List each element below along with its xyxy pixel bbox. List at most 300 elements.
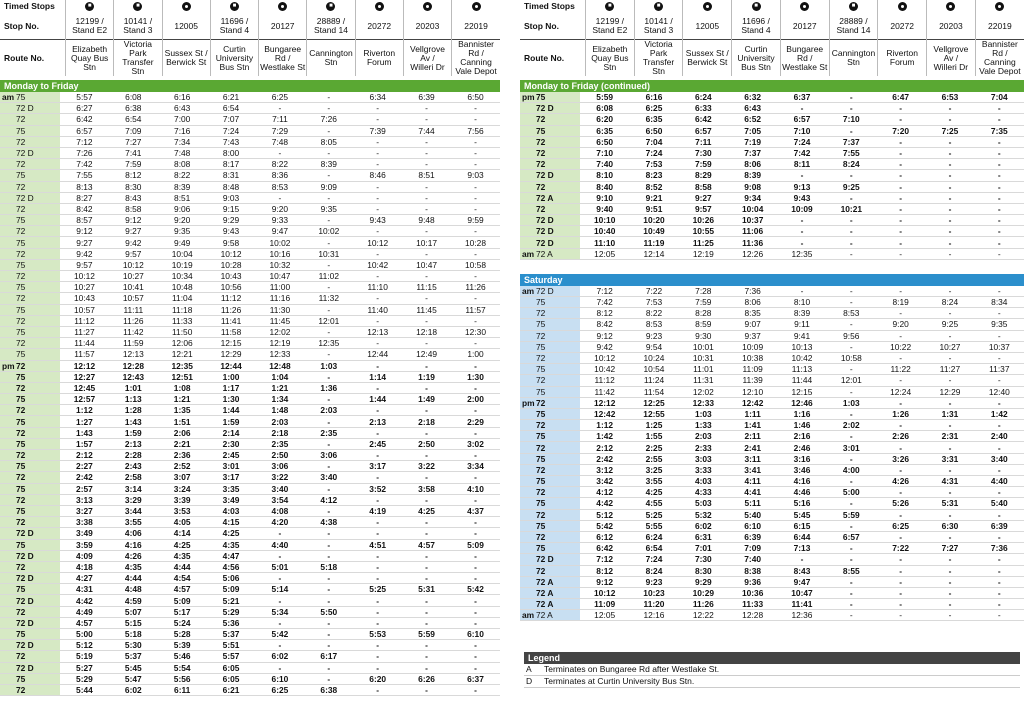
departure-time: -	[975, 599, 1024, 610]
am-pm-marker	[0, 528, 14, 539]
departure-time: -	[451, 360, 500, 371]
legend	[524, 652, 1020, 688]
departure-time: 9:25	[925, 319, 974, 330]
departure-time: 11:10	[353, 282, 402, 293]
timed-stop-marker	[403, 0, 451, 13]
departure-time: 12:42	[728, 397, 777, 408]
timetable-row	[520, 531, 1024, 542]
timed-stop-icon	[800, 2, 809, 11]
departure-time: 6:39	[728, 531, 777, 542]
departure-time: -	[827, 226, 876, 237]
departure-time: 9:11	[777, 319, 826, 330]
departure-time: 7:09	[728, 543, 777, 554]
timetable-row	[0, 271, 500, 282]
stop-name: Riverton Forum	[355, 40, 403, 77]
route-number: 75	[14, 416, 60, 427]
departure-time: 4:35	[207, 539, 256, 550]
departure-time: 8:17	[207, 159, 256, 170]
departure-time: 8:48	[207, 181, 256, 192]
departure-time: 1:03	[304, 360, 353, 371]
departure-time: 5:24	[158, 617, 207, 628]
timed-stop-marker	[307, 0, 355, 13]
departure-time: -	[304, 461, 353, 472]
departure-time: 9:43	[207, 226, 256, 237]
departure-time: -	[451, 606, 500, 617]
departure-time: -	[402, 338, 451, 349]
departure-time: 5:14	[256, 584, 305, 595]
departure-time: 12:10	[728, 386, 777, 397]
departure-time: 4:51	[353, 539, 402, 550]
departure-time: 4:11	[728, 476, 777, 487]
stop-name: Victoria Park Transfer Stn	[634, 40, 683, 77]
departure-time: 2:27	[60, 461, 109, 472]
route-number: 72 D	[14, 147, 60, 158]
timetable-row	[520, 125, 1024, 136]
departure-time: 1:43	[60, 427, 109, 438]
departure-time: -	[876, 136, 925, 147]
departure-time: -	[402, 181, 451, 192]
departure-time: -	[925, 420, 974, 431]
route-number: 75	[534, 453, 580, 464]
departure-time: -	[925, 170, 974, 181]
stop-number: 20203	[927, 13, 976, 40]
departure-time: 1:13	[109, 394, 158, 405]
am-pm-marker	[520, 599, 534, 610]
timed-stop-icon	[278, 2, 287, 11]
timetable-row	[520, 364, 1024, 375]
route-number: 72	[14, 450, 60, 461]
departure-time: 2:35	[304, 427, 353, 438]
am-pm-marker	[520, 498, 534, 509]
departure-time: 6:25	[256, 684, 305, 695]
departure-time: -	[827, 408, 876, 419]
route-number: 72	[534, 352, 580, 363]
stop-name: Riverton Forum	[878, 40, 927, 77]
route-number: 72	[14, 248, 60, 259]
departure-time: -	[876, 159, 925, 170]
departure-time: 10:55	[679, 226, 728, 237]
departure-time: -	[876, 531, 925, 542]
departure-time: -	[876, 420, 925, 431]
departure-time: -	[304, 147, 353, 158]
departure-time: -	[925, 554, 974, 565]
stop-number: 11696 / Stand 4	[210, 13, 258, 40]
departure-time: -	[451, 147, 500, 158]
departure-time: 11:36	[728, 237, 777, 248]
departure-time: 5:30	[109, 640, 158, 651]
departure-time: 9:20	[158, 215, 207, 226]
departure-time: 11:11	[109, 304, 158, 315]
am-pm-marker: pm	[522, 92, 535, 103]
departure-time: -	[353, 450, 402, 461]
stop-number: 28889 / Stand 14	[829, 13, 878, 40]
stop-number: 11696 / Stand 4	[732, 13, 781, 40]
departure-time: 5:51	[207, 640, 256, 651]
timed-stop-marker	[210, 0, 258, 13]
departure-time: 11:50	[158, 326, 207, 337]
departure-time: 11:18	[158, 304, 207, 315]
departure-time: 10:28	[451, 237, 500, 248]
departure-time: 5:37	[109, 651, 158, 662]
departure-time: 5:47	[109, 673, 158, 684]
route-number: 72 D	[14, 617, 60, 628]
departure-time: -	[975, 442, 1024, 453]
am-pm-marker	[0, 382, 14, 393]
timetable-row	[0, 282, 500, 293]
departure-time: 1:42	[580, 431, 629, 442]
departure-time: 8:22	[158, 170, 207, 181]
departure-time: 1:55	[629, 431, 678, 442]
departure-time: 9:43	[353, 215, 402, 226]
departure-time: 5:42	[580, 520, 629, 531]
departure-time: 6:35	[580, 125, 629, 136]
departure-time: 4:33	[679, 487, 728, 498]
departure-time: 3:49	[207, 494, 256, 505]
stop-name: Elizabeth Quay Bus Stn	[586, 40, 635, 77]
departure-time: 11:26	[207, 304, 256, 315]
departure-time: 6:12	[580, 531, 629, 542]
departure-time: 3:35	[207, 483, 256, 494]
departure-time: 8:51	[402, 170, 451, 181]
departure-time: 7:11	[679, 136, 728, 147]
am-pm-marker	[520, 464, 534, 475]
departure-time: 2:03	[304, 405, 353, 416]
departure-time: 11:04	[158, 293, 207, 304]
departure-time: 12:13	[109, 349, 158, 360]
departure-time: 8:53	[256, 181, 305, 192]
route-number: 72	[14, 360, 60, 371]
departure-time: 1:00	[451, 349, 500, 360]
departure-time: 6:44	[777, 531, 826, 542]
timetable-row	[0, 181, 500, 192]
departure-time: 10:22	[876, 341, 925, 352]
departure-time: 6:02	[679, 520, 728, 531]
am-pm-marker	[520, 215, 534, 226]
departure-time: -	[353, 136, 402, 147]
departure-time: 7:53	[629, 297, 678, 308]
timetable-row	[0, 606, 500, 617]
departure-time: 1:00	[207, 371, 256, 382]
departure-time: 5:31	[402, 584, 451, 595]
departure-time: 3:49	[60, 528, 109, 539]
departure-time: 5:55	[629, 520, 678, 531]
departure-time: -	[876, 352, 925, 363]
route-number: 72	[14, 159, 60, 170]
departure-time: 11:59	[109, 338, 158, 349]
departure-time: 8:11	[777, 159, 826, 170]
departure-time: 8:38	[728, 565, 777, 576]
departure-time: 6:50	[580, 136, 629, 147]
departure-time: -	[353, 271, 402, 282]
am-pm-marker	[0, 203, 14, 214]
departure-time: -	[353, 360, 402, 371]
departure-time: 12:19	[679, 248, 728, 259]
timetable-row	[520, 587, 1024, 598]
departure-time: -	[876, 286, 925, 297]
departure-time: -	[876, 114, 925, 125]
route-number: 75	[14, 349, 60, 360]
departure-time: 10:37	[975, 341, 1024, 352]
departure-time: -	[827, 192, 876, 203]
departure-time: 5:07	[109, 606, 158, 617]
route-number: 72	[534, 136, 580, 147]
route-number: 72	[534, 531, 580, 542]
am-pm-marker	[520, 226, 534, 237]
departure-time: -	[402, 382, 451, 393]
departure-time: 12:18	[402, 326, 451, 337]
timetable-row	[0, 416, 500, 427]
departure-time: 3:13	[60, 494, 109, 505]
am-pm-marker	[0, 293, 14, 304]
timetable-row	[520, 509, 1024, 520]
route-number: 72	[14, 203, 60, 214]
departure-time: 7:27	[925, 543, 974, 554]
departure-time: 11:33	[158, 315, 207, 326]
timetable-row	[520, 215, 1024, 226]
departure-time: 3:26	[876, 453, 925, 464]
departure-time: 10:10	[580, 215, 629, 226]
departure-time: 6:39	[975, 520, 1024, 531]
departure-time: -	[256, 528, 305, 539]
departure-time: 5:28	[158, 629, 207, 640]
timed-stops-label: Timed Stops	[524, 1, 575, 11]
timetable-row	[0, 215, 500, 226]
departure-time: 8:13	[60, 181, 109, 192]
timetable-row	[520, 610, 1024, 621]
am-pm-marker	[0, 416, 14, 427]
timetable-row	[0, 438, 500, 449]
departure-time: 3:12	[580, 464, 629, 475]
departure-time: 6:37	[451, 673, 500, 684]
am-pm-marker: pm	[522, 397, 535, 408]
departure-time: 9:33	[256, 215, 305, 226]
departure-time: 6:20	[353, 673, 402, 684]
departure-time: 12:48	[256, 360, 305, 371]
route-number: 72 A	[534, 587, 580, 598]
departure-time: 2:18	[402, 416, 451, 427]
departure-time: 1:34	[256, 394, 305, 405]
departure-time: 12:33	[679, 397, 728, 408]
departure-time: 9:56	[827, 330, 876, 341]
am-pm-marker	[520, 442, 534, 453]
departure-time: 7:48	[256, 136, 305, 147]
departure-time: 3:42	[580, 476, 629, 487]
route-number: 72	[534, 397, 580, 408]
departure-time: 10:56	[207, 282, 256, 293]
departure-time: 9:15	[207, 203, 256, 214]
departure-time: -	[975, 487, 1024, 498]
departure-time: 1:03	[679, 408, 728, 419]
departure-time: 4:57	[158, 584, 207, 595]
departure-time: -	[925, 114, 974, 125]
am-pm-marker	[520, 308, 534, 319]
departure-time: 10:36	[728, 587, 777, 598]
departure-time: 3:58	[402, 483, 451, 494]
timetable-row	[520, 397, 1024, 408]
departure-time: 7:26	[304, 114, 353, 125]
departure-time: -	[975, 237, 1024, 248]
departure-time: 11:16	[256, 293, 305, 304]
departure-time: 9:35	[304, 203, 353, 214]
departure-time: -	[402, 103, 451, 114]
am-pm-marker	[0, 539, 14, 550]
departure-time: 3:38	[60, 517, 109, 528]
timed-stop-marker	[586, 0, 635, 13]
departure-time: 8:19	[876, 297, 925, 308]
departure-time: -	[876, 565, 925, 576]
departure-time: 11:44	[777, 375, 826, 386]
departure-time: 5:44	[60, 684, 109, 695]
departure-time: 5:12	[580, 509, 629, 520]
timetable-row	[520, 330, 1024, 341]
departure-time: -	[451, 494, 500, 505]
legend-item	[524, 664, 1020, 676]
departure-time: -	[304, 103, 353, 114]
timed-stops-label: Timed Stops	[4, 1, 55, 11]
stop-number: 12005	[162, 13, 210, 40]
departure-time: 7:11	[256, 114, 305, 125]
departure-time: 10:57	[109, 293, 158, 304]
am-pm-marker	[0, 517, 14, 528]
departure-time: 4:25	[402, 505, 451, 516]
departure-time: -	[451, 203, 500, 214]
departure-time: -	[827, 610, 876, 621]
departure-time: -	[975, 375, 1024, 386]
am-pm-marker	[0, 192, 14, 203]
departure-time: -	[451, 293, 500, 304]
departure-time: -	[975, 286, 1024, 297]
departure-time: 4:14	[158, 528, 207, 539]
departure-time: 12:44	[207, 360, 256, 371]
timetable-row	[0, 170, 500, 181]
departure-time: 8:46	[353, 170, 402, 181]
departure-time: 12:05	[580, 610, 629, 621]
departure-time: -	[304, 92, 353, 103]
departure-time: 7:10	[827, 114, 876, 125]
departure-time: -	[925, 192, 974, 203]
departure-time: -	[304, 371, 353, 382]
departure-time: 5:59	[580, 92, 629, 103]
departure-time: 8:10	[777, 297, 826, 308]
departure-time: -	[827, 498, 876, 509]
timetable-row	[0, 427, 500, 438]
departure-time: -	[876, 215, 925, 226]
am-pm-marker	[0, 651, 14, 662]
route-number: 72 D	[14, 573, 60, 584]
departure-time: -	[402, 427, 451, 438]
departure-time: 8:10	[580, 170, 629, 181]
timed-stop-marker	[683, 0, 732, 13]
departure-time: 10:13	[777, 341, 826, 352]
departure-time: -	[451, 382, 500, 393]
stop-number: 20203	[403, 13, 451, 40]
departure-time: 4:44	[109, 573, 158, 584]
departure-time: -	[876, 397, 925, 408]
timetable-row	[520, 408, 1024, 419]
departure-time: -	[827, 286, 876, 297]
departure-time: 4:55	[629, 498, 678, 509]
legend-text: Terminates on Bungaree Rd after Westlake St.	[544, 664, 720, 674]
timetable-row	[520, 248, 1024, 259]
departure-time: -	[925, 352, 974, 363]
departure-time: -	[402, 606, 451, 617]
departure-time: 4:08	[256, 505, 305, 516]
departure-time: 10:40	[580, 226, 629, 237]
am-pm-marker	[520, 352, 534, 363]
am-pm-marker	[520, 103, 534, 114]
departure-time: -	[827, 237, 876, 248]
timed-stop-icon	[182, 2, 191, 11]
departure-time: 4:37	[451, 505, 500, 516]
departure-time: 3:22	[402, 461, 451, 472]
departure-time: 2:57	[60, 483, 109, 494]
route-number: 75	[14, 483, 60, 494]
departure-time: -	[975, 464, 1024, 475]
timed-stop-icon	[375, 2, 384, 11]
departure-time: -	[304, 539, 353, 550]
departure-time: -	[451, 427, 500, 438]
departure-time: 9:40	[580, 203, 629, 214]
departure-time: -	[827, 476, 876, 487]
departure-time: 5:59	[402, 629, 451, 640]
timetable-row	[520, 375, 1024, 386]
departure-time: -	[304, 640, 353, 651]
departure-time: 10:16	[256, 248, 305, 259]
departure-time: -	[256, 640, 305, 651]
route-number: 75	[534, 386, 580, 397]
departure-time: 9:23	[629, 330, 678, 341]
departure-time: 5:09	[207, 584, 256, 595]
departure-time: -	[353, 114, 402, 125]
timetable-row	[0, 371, 500, 382]
departure-time: 12:25	[629, 397, 678, 408]
departure-time: -	[402, 405, 451, 416]
departure-time: -	[256, 662, 305, 673]
departure-time: 1:36	[304, 382, 353, 393]
departure-time: 11:06	[728, 226, 777, 237]
departure-time: 12:30	[451, 326, 500, 337]
departure-time: 7:55	[827, 147, 876, 158]
departure-time: 1:03	[827, 397, 876, 408]
departure-time: 5:57	[207, 651, 256, 662]
departure-time: 8:30	[109, 181, 158, 192]
departure-time: 11:22	[876, 364, 925, 375]
departure-time: -	[256, 550, 305, 561]
route-number: 75	[534, 498, 580, 509]
am-pm-marker	[0, 315, 14, 326]
departure-time: 7:55	[60, 170, 109, 181]
departure-time: -	[353, 617, 402, 628]
am-pm-marker	[520, 386, 534, 397]
departure-time: 9:13	[777, 181, 826, 192]
departure-time: 9:41	[777, 330, 826, 341]
route-number: 72 D	[534, 286, 580, 297]
departure-time: 7:36	[975, 543, 1024, 554]
departure-time: -	[777, 554, 826, 565]
departure-time: -	[975, 114, 1024, 125]
departure-time: 12:22	[679, 610, 728, 621]
departure-time: -	[975, 397, 1024, 408]
departure-time: -	[451, 315, 500, 326]
departure-time: 7:24	[629, 147, 678, 158]
am-pm-marker	[0, 640, 14, 651]
departure-time: 7:43	[207, 136, 256, 147]
departure-time: 11:10	[580, 237, 629, 248]
departure-time: 8:55	[827, 565, 876, 576]
departure-time: 7:00	[158, 114, 207, 125]
stop-number: 20127	[780, 13, 829, 40]
departure-time: 4:40	[256, 539, 305, 550]
